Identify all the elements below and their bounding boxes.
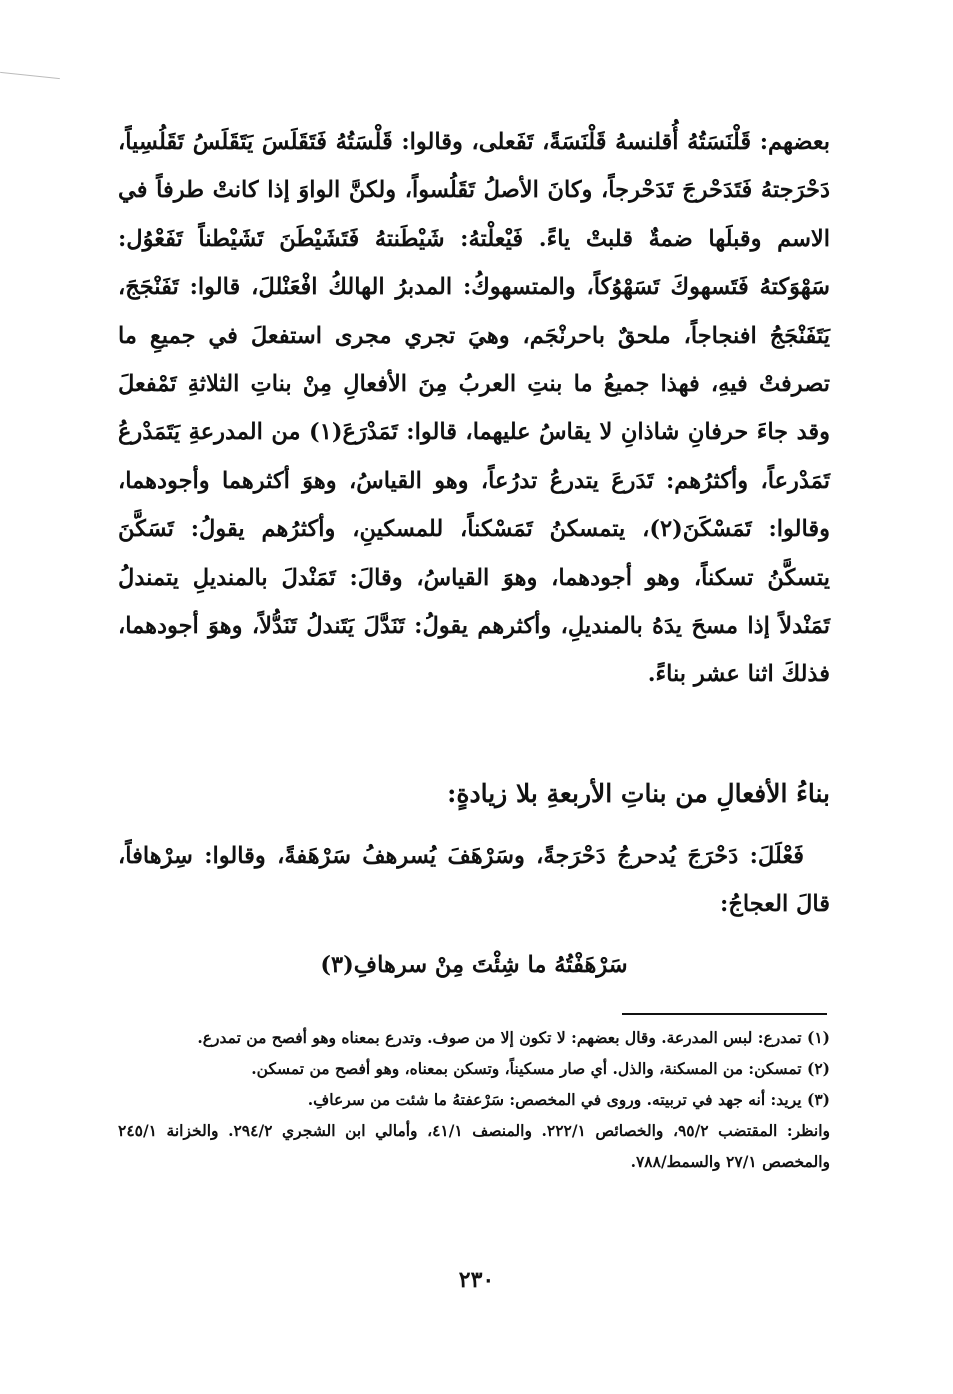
- body-paragraph: بعضهم: قَلْنَسَتُهُ أُقلنسهُ قَلْنَسَةً، تَفَعلى، وقالوا: قَلْسَتُهُ فَتَقَلَسَ يَتَقَلَسُ تَقَلُسِياً، دَحْرَجتهُ فَتَدَحْرجَ تَدَحْرجاً، وكانَ الأصلُ تَقَلُسواً، ولكنَّ الواوَ إذا كانتْ طرفاً في الاسم وقبلَها ضمةٌ قلبتْ ياءً. فَيْعلْتهُ: شَيْطَنتهُ فَتَشَيْطَنَ تَشَيْطناً تَفَعْوُل: سَهْوَكتهُ فَتَسهوكَ تَسَهْوُكاً، والمتسهوكُ: المدبرُ الهالكُ افْعَنْللَ، قالوا: تَفَنْجَجَ، يَتَفَنْجَجُ افنجاجاً، ملحقٌ باحرنْجَم، وهيَ تجري مجرى استفعلَ في جميعِ ما تصرفتْ فيهِ، فهذا جميعُ ما بنتِ العربُ مِنَ الأفعالِ مِنْ بناتِ الثلاثةِ تَمْفعلَ وقد جاءَ حرفانِ شاذانِ لا يقاسُ عليهما، قالوا: تَمَدْرَعَ(١) من المدرعةِ يَتَمَدْرعُ تَمَدْرعاً، وأكثرُهم: تَدَرعَ يتدرعُ تدرُعاً، وهو القياسُ، وهوَ أكثرهما وأجودهما، وقالوا: تَمَسْكَنَ(٢)، يتمسكنُ تَمَسْكناً، للمسكينِ، وأكثرُهم يقولُ: تَسَكَّنَ يتسكَّنُ تسكناً، وهو أجودهما، وهوَ القياسُ، وقالَ: تَمَنْدلَ بالمنديلِ يتمندلُ تَمَنْدلاً إذا مسحَ يدَهُ بالمنديلِ، وأكثرهم يقولُ: تَنَدَّلَ يَتَندلُ تَنَدُّلاً، وهوَ أجودهما، فذلكَ اثنا عشر بناءً.: [118, 129, 831, 688]
- footnotes-block: [118, 1022, 830, 1177]
- section-heading: بناءُ الأفعالِ من بناتِ الأربعةِ بلا زيادةٍ:: [447, 779, 830, 808]
- footnote-1: (١) تمدرع: لبس المدرعة. وقال بعضهم: لا تكون إلا من صوف. وتدرع بمعناه وهو أفصح من تمدرع.: [197, 1028, 830, 1047]
- footnote-2: (٢) تمسكن: من المسكنة، والذل. أي صار مسكيناً، وتسكن بمعناه، وهو أفصح من تمسكن.: [251, 1059, 830, 1078]
- footnote-separator: [622, 1013, 827, 1015]
- section-paragraph: فَعْلَلَ: دَحْرَجَ يُدحرجُ دَحْرَجةً، وسَرْهَفَ يُسرهفُ سَرْهَفةً، وقالوا: سِرْهافاً، قالَ العجاجُ:: [118, 843, 830, 917]
- poetry-verse: سَرْهَفْتُهُ ما شِئْتَ مِنْ سرهافِ(٣): [320, 952, 628, 978]
- scan-edge-mark: [0, 72, 60, 79]
- page-number: ٢٣٠: [458, 1267, 495, 1293]
- footnote-3: (٣) يريد: أنه جهد في تربيته. وروى في المخصص: سَرْعفتهُ ما شئت من سرعافِ.: [307, 1090, 830, 1109]
- main-text-block: [118, 118, 830, 699]
- footnote-references: وانظر: المقتضب ٩٥/٢، والخصائص ٢٢٢/١. والمنصف ٤١/١، وأمالي ابن الشجري ٢٩٤/٢. والخزانة ٢٤٥/١ والمخصص ٢٧/١ والسمط/٧٨٨.: [118, 1121, 830, 1171]
- section-text-block: [118, 832, 830, 928]
